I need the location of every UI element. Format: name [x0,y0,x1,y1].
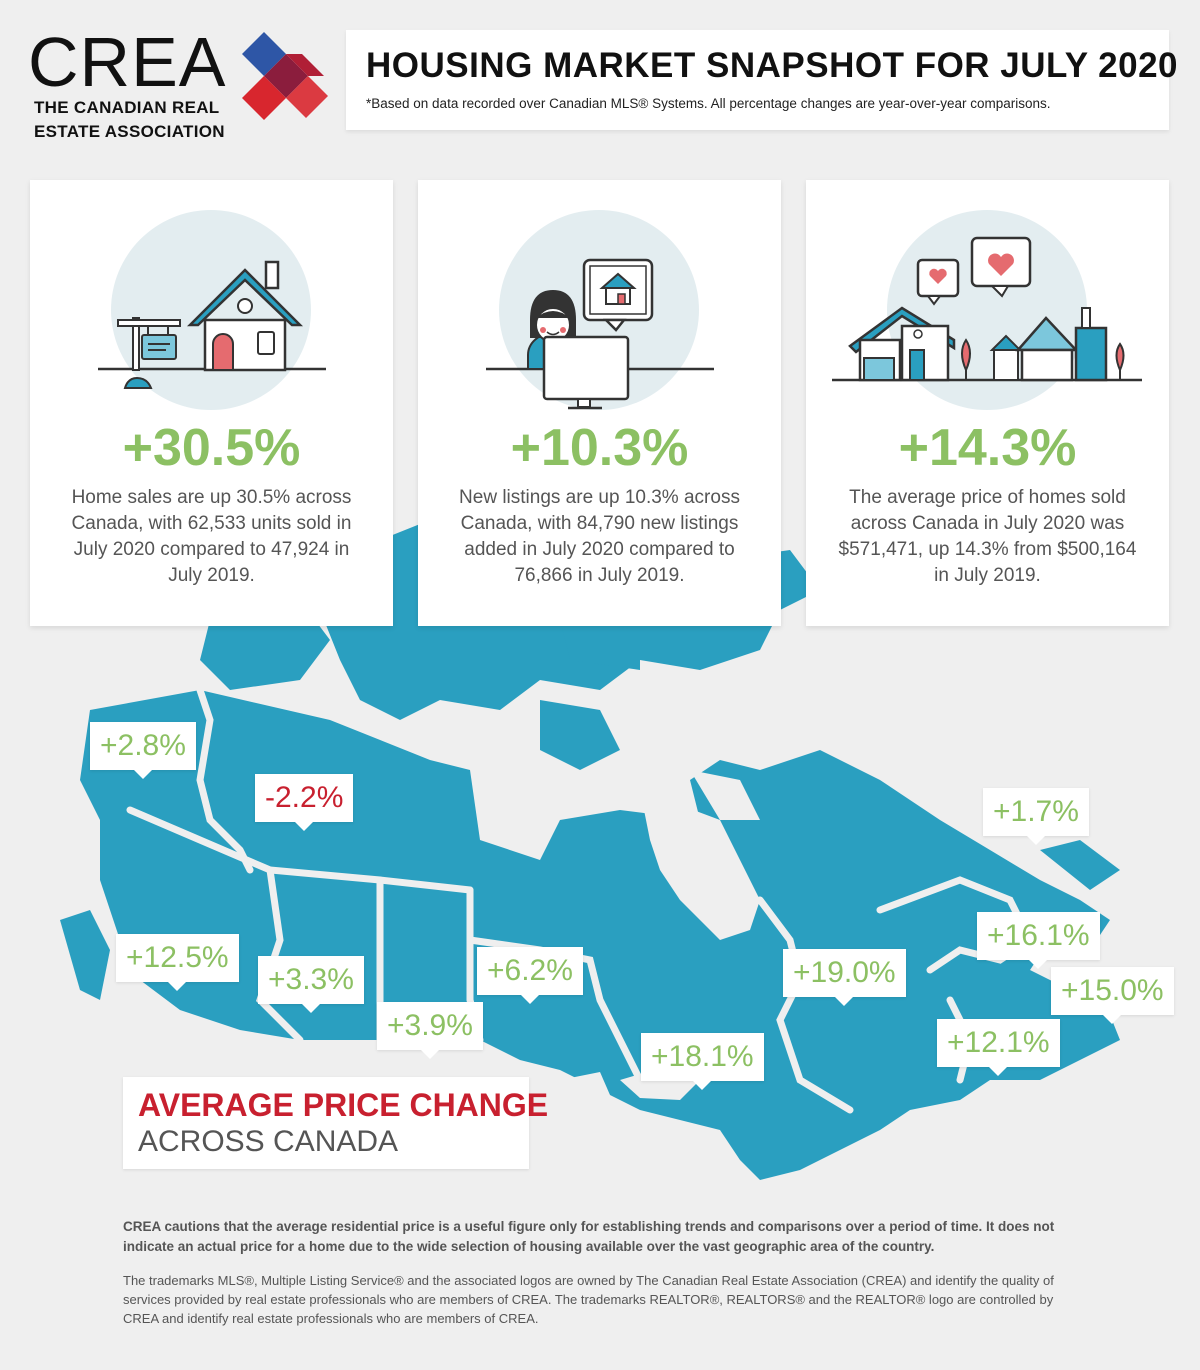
region-tag-northwest-territories: -2.2% [255,774,353,822]
region-tag-ontario: +18.1% [641,1033,764,1081]
stat-description: The average price of homes sold across Canada in July 2020 was $571,471, up 14.3% from $500,164 in July 2019. [838,487,1137,586]
house-for-sale-icon [30,200,393,410]
region-tag-prince-edward-island: +16.1% [977,912,1100,960]
stat-value: +14.3% [898,419,1077,477]
region-tag-saskatchewan: +3.9% [377,1002,483,1050]
region-tag-manitoba: +6.2% [477,947,583,995]
stat-card-new-listings [418,180,781,626]
stat-description: New listings are up 10.3% across Canada, with 84,790 new listings added in July 2020 compared to 76,866 in July 2019. [459,487,740,586]
stat-card-average-price [806,180,1169,626]
logo-subtitle [34,96,225,144]
logo-subtitle-line1: THE CANADIAN REAL [34,98,220,117]
region-tag-quebec: +19.0% [783,949,906,997]
legend-subtitle: ACROSS CANADA [138,1125,399,1158]
stat-card-home-sales [30,180,393,626]
legend-title: AVERAGE PRICE CHANGE [138,1087,549,1123]
region-tag-yukon: +2.8% [90,722,196,770]
footer [123,1217,1073,1328]
footer-trademark: The trademarks MLS®, Multiple Listing Service® and the associated logos are owned by The Canadian Real Estate Association (CREA) and identify the quality of services provided by real estate professionals who are members of CREA. The trademarks REALTOR®, REALTORS® and the REALTOR® logo are controlled by CREA and identify real estate professionals who are members of CREA. [123,1273,1054,1326]
neighborhood-hearts-icon [806,200,1169,410]
stat-value: +10.3% [510,419,689,477]
header-banner [346,30,1178,130]
map-legend [123,1077,549,1169]
region-tag-british-columbia: +12.5% [116,934,239,982]
page-title: HOUSING MARKET SNAPSHOT FOR JULY 2020 [366,46,1178,85]
region-tag-newfoundland-labrador: +1.7% [983,788,1089,836]
crea-logo-mark-icon [242,30,328,128]
person-at-computer-icon [418,200,781,410]
region-tag-nova-scotia: +15.0% [1051,967,1174,1015]
logo-subtitle-line2: ESTATE ASSOCIATION [34,122,225,141]
stat-description: Home sales are up 30.5% across Canada, with 62,533 units sold in July 2020 compared to 47,924 in July 2019. [71,487,352,586]
crea-logo[interactable] [28,23,328,141]
stat-value: +30.5% [122,419,301,477]
region-tag-new-brunswick: +12.1% [937,1019,1060,1067]
region-tag-alberta: +3.3% [258,956,364,1004]
header-note: *Based on data recorded over Canadian MLS® Systems. All percentage changes are year-over-year comparisons. [366,96,1051,111]
logo-wordmark: CREA [28,23,227,101]
footer-caution: CREA cautions that the average residential price is a useful figure only for establishing trends and comparisons over a period of time. It does not indicate an actual price for a home due to the wide selection of housing available over the vast geographic area of the country. [123,1219,1055,1254]
